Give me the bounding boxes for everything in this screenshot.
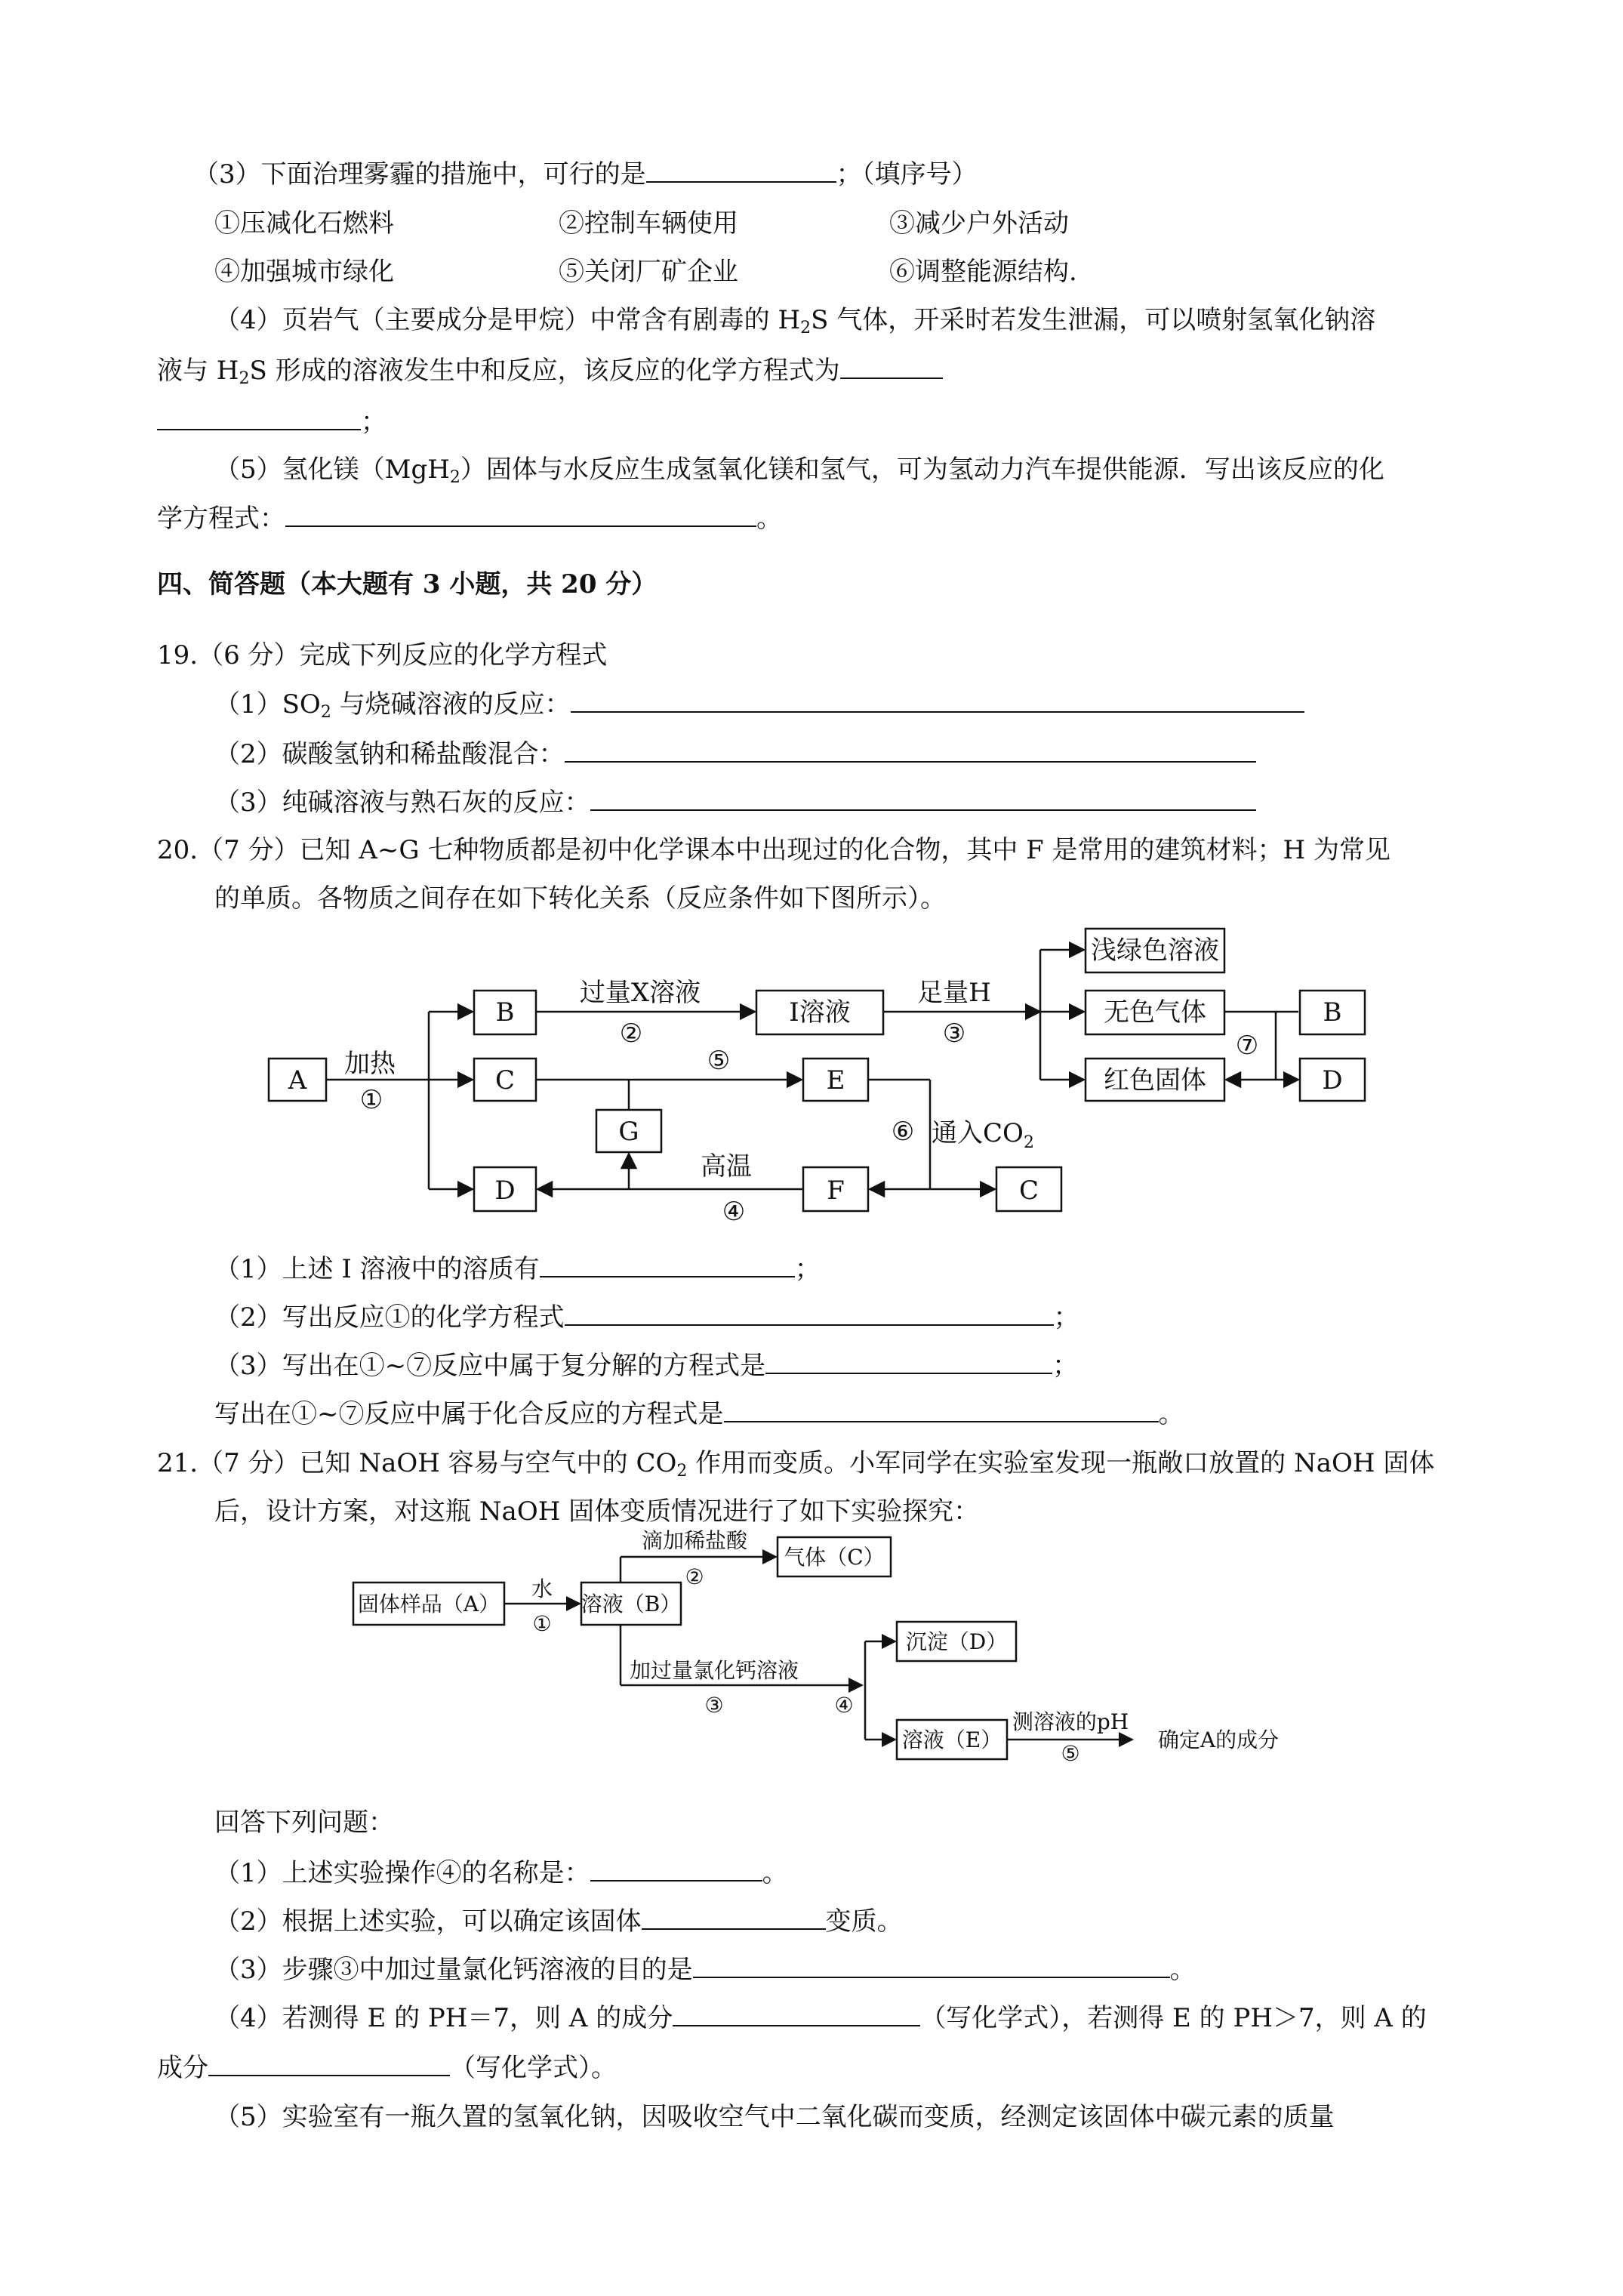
label-co2-a: 通入CO [932,1118,1024,1148]
label-sol-e: 溶液（E） [901,1727,1002,1752]
q19-part1-blank[interactable] [571,687,1304,713]
q21-part3 [214,1952,1196,1986]
q18-option-3: ③减少户外活动 [889,208,1069,239]
q20-part3 [214,1348,1078,1382]
q18-part4-line3-suffix: ； [361,407,387,437]
q18-option-6: ⑥调整能源结构. [889,257,1077,287]
q21-part2-suffix: 变质。 [825,1906,903,1937]
q19-part2 [214,737,1256,771]
label-d2: D [1322,1065,1343,1096]
q18-option-4: ④加强城市绿化 [214,257,394,287]
q20-part1-blank[interactable] [540,1252,795,1277]
label-a: A [288,1065,307,1096]
q19-part1-b: 与烧碱溶液的反应： [331,689,571,720]
q18-part5-line1 [214,453,1384,495]
q18-part3-text: （3）下面治理雾霾的措施中，可行的是 [193,159,646,190]
num-5: ⑤ [707,1046,731,1076]
q20-stem-line2: 的单质。各物质之间存在如下转化关系（反应条件如下图所示）。 [214,883,946,914]
label-cacl2: 加过量氯化钙溶液 [629,1658,799,1683]
q20-part3-text: （3）写出在①~⑦反应中属于复分解的方程式是 [214,1351,766,1381]
label-hightemp: 高温 [701,1151,752,1182]
label-e: E [826,1065,845,1096]
num-3: ③ [942,1019,966,1049]
q21-part3-text: （3）步骤③中加过量氯化钙溶液的目的是 [214,1955,693,1985]
q20-part3-suffix: ； [1052,1351,1079,1381]
q19-part3 [214,785,1256,819]
label-d: D [494,1176,516,1206]
q19-part1 [214,687,1304,729]
q20-part2-text: （2）写出反应①的化学方程式 [214,1302,565,1333]
q18-option-5: ⑤关闭厂矿企业 [559,257,738,287]
q20-part4-blank[interactable] [724,1397,1159,1422]
label-co2-sub: 2 [1023,1133,1034,1152]
label-water: 水 [531,1576,553,1601]
q18-part4-blank-a[interactable] [840,353,943,379]
q18-part4-blank-b[interactable] [157,405,361,430]
q21-part1-text: （1）上述实验操作④的名称是： [214,1858,590,1888]
label-gas: 无色气体 [1104,997,1206,1028]
label-b2: B [1323,997,1342,1028]
q21-part4-line1 [214,2001,1427,2035]
q21-stem-a: 21.（7 分）已知 NaOH 容易与空气中的 CO [157,1448,677,1478]
q18-part3-blank[interactable] [646,157,836,183]
num-q21-1: ① [532,1611,552,1636]
q19-stem: 19.（6 分）完成下列反应的化学方程式 [157,640,608,670]
label-gas-c: 气体（C） [784,1545,885,1570]
q20-stem-line1: 20.（7 分）已知 A~G 七种物质都是初中化学课本中出现过的化合物，其中 F 是常用的建筑材料；H 为常见 [157,835,1390,865]
q21-part4-blank-b[interactable] [208,2051,450,2076]
q18-part5-blank[interactable] [285,501,756,527]
q20-part4-text: 写出在①~⑦反应中属于化合反应的方程式是 [214,1399,724,1429]
label-g: G [618,1117,639,1147]
num-7: ⑦ [1235,1031,1259,1061]
q21-part4-a: （4）若测得 E 的 PH＝7，则 A 的成分 [214,2003,673,2033]
q18-part5-line2 [157,501,782,535]
q21-part2-text: （2）根据上述实验，可以确定该固体 [214,1906,642,1937]
num-2: ② [619,1019,643,1049]
q18-part3 [193,157,978,191]
label-acid: 滴加稀盐酸 [641,1528,748,1553]
label-prec-d: 沉淀（D） [905,1629,1008,1654]
label-sol-b: 溶液（B） [581,1592,682,1616]
label-enough-h: 足量H [917,978,991,1008]
q21-part3-blank[interactable] [693,1952,1170,1978]
num-q21-3: ③ [704,1693,724,1718]
label-c2: C [1018,1176,1039,1206]
q21-diagram [0,1518,1623,1767]
label-ph: 测溶液的pH [1012,1709,1129,1734]
num-q21-4: ④ [834,1693,854,1718]
q20-part1 [214,1252,821,1286]
q18-part4-sub: 2 [800,319,812,337]
q21-answer-intro: 回答下列问题： [214,1808,394,1838]
q20-part2 [214,1300,1079,1334]
q18-part4-line2-b: S 形成的溶液发生中和反应，该反应的化学方程式为 [249,356,840,386]
q21-stem-b: 作用而变质。小军同学在实验室发现一瓶敞口放置的 NaOH 固体 [687,1448,1435,1478]
num-6: ⑥ [891,1117,915,1147]
q19-part1-sub: 2 [320,703,331,722]
q18-option-2: ②控制车辆使用 [559,208,738,239]
q19-part1-a: （1）SO [214,689,321,720]
label-f: F [827,1176,845,1206]
q21-part2-blank[interactable] [642,1904,826,1930]
q21-part4-line2-a: 成分 [157,2053,208,2083]
q18-part4-text-b: S 气体，开采时若发生泄漏，可以喷射氢氧化钠溶 [811,305,1376,335]
q20-part2-suffix: ； [1053,1302,1079,1333]
q21-part1-suffix: 。 [762,1858,788,1888]
q20-part1-suffix: ； [794,1254,821,1284]
q18-part3-suffix: ；（填序号） [836,159,978,190]
q21-stem-line2: 后，设计方案，对这瓶 NaOH 固体变质情况进行了如下实验探究： [214,1496,980,1527]
q18-part4-line1 [214,304,1375,345]
section-title: 四、简答题（本大题有 3 小题，共 20 分） [157,569,658,599]
q20-diagram [0,921,1623,1238]
label-b: B [495,997,515,1028]
q18-part5-sub: 2 [449,468,460,487]
q21-part1-blank[interactable] [590,1856,762,1881]
q21-part3-suffix: 。 [1169,1955,1196,1985]
q18-part4-line2 [157,353,943,396]
label-green: 浅绿色溶液 [1091,935,1219,966]
q18-part4-line2-a: 液与 H [157,356,239,386]
q21-part2 [214,1904,903,1938]
q18-part4-text-a: （4）页岩气（主要成分是甲烷）中常含有剧毒的 H [214,305,801,335]
q21-part4-blank-a[interactable] [673,2001,920,2026]
q19-part3-text: （3）纯碱溶液与熟石灰的反应： [214,787,590,818]
q21-stem-sub: 2 [676,1462,688,1481]
num-q21-2: ② [685,1564,704,1589]
q19-part2-blank[interactable] [565,737,1256,763]
q18-option-1: ①压减化石燃料 [214,208,394,239]
num-1: ① [359,1085,383,1115]
q18-part4-line2-sub: 2 [239,369,250,388]
label-i: I溶液 [789,997,851,1028]
q20-part3-blank[interactable] [765,1348,1052,1374]
q21-part4-line2 [157,2051,617,2085]
q19-part3-blank[interactable] [590,785,1256,811]
label-excess-x: 过量X溶液 [579,978,701,1008]
q21-part1 [214,1856,788,1890]
q20-part4 [214,1397,1184,1431]
label-result: 确定A的成分 [1157,1727,1280,1752]
q18-part5-text-a: （5）氢化镁（MgH [214,455,450,485]
q21-part4-line2-b: （写化学式）。 [450,2053,617,2083]
q20-part2-blank[interactable] [565,1300,1054,1326]
q19-part2-text: （2）碳酸氢钠和稀盐酸混合： [214,739,565,769]
q20-part1-text: （1）上述 I 溶液中的溶质有 [214,1254,540,1284]
q18-part4-line3 [157,405,387,439]
q21-part4-b: （写化学式），若测得 E 的 PH＞7，则 A 的 [920,2003,1427,2033]
q18-part5-text-b: ）固体与水反应生成氢氧化镁和氢气，可为氢动力汽车提供能源．写出该反应的化 [460,455,1384,485]
q20-part4-suffix: 。 [1158,1399,1184,1429]
q18-part5-line2-prefix: 学方程式： [157,504,285,534]
label-red: 红色固体 [1104,1065,1206,1096]
num-q21-5: ⑤ [1061,1741,1080,1766]
label-heat: 加热 [344,1049,396,1079]
q21-part5: （5）实验室有一瓶久置的氢氧化钠，因吸收空气中二氧化碳而变质，经测定该固体中碳元素的质量 [214,2102,1335,2132]
label-c: C [494,1065,516,1096]
label-sample: 固体样品（A） [357,1592,500,1616]
label-co2 [932,1118,1034,1152]
num-4: ④ [722,1197,746,1227]
q21-stem-line1 [157,1447,1434,1488]
q18-part5-line2-suffix: 。 [756,504,782,534]
